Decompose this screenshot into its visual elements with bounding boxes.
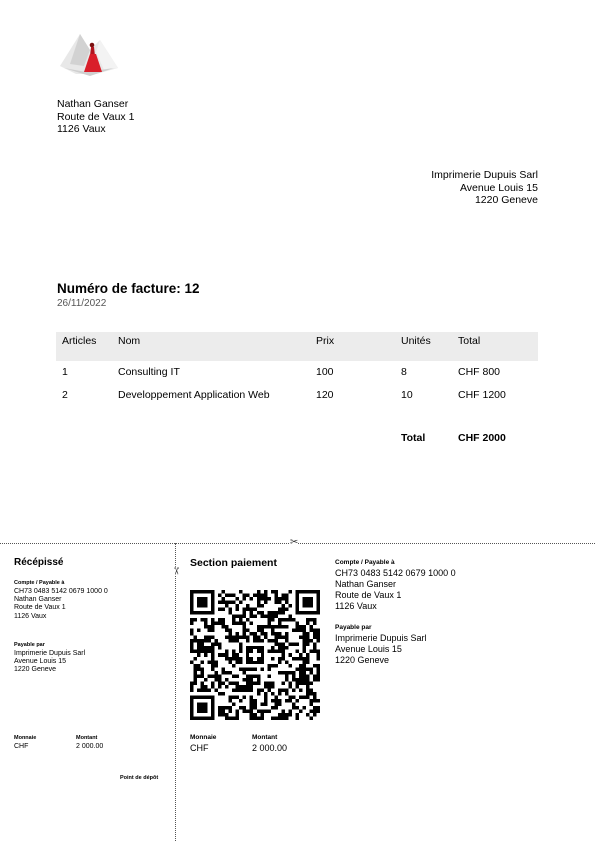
total-label: Total: [401, 432, 426, 444]
receipt-payer-name: Imprimerie Dupuis Sarl: [14, 650, 86, 657]
receipt-account-block: [14, 580, 108, 621]
header-total: Total: [458, 335, 481, 347]
header-articles: Articles: [62, 335, 97, 347]
receipt-account-city: 1126 Vaux: [14, 612, 47, 620]
header-nom: Nom: [118, 335, 141, 347]
receipt-currency-block: [14, 735, 36, 751]
row-article: 2: [62, 389, 68, 401]
recipient-address: [431, 169, 538, 207]
payment-amount-block: [252, 734, 287, 754]
scissors-icon: ✂: [290, 537, 299, 548]
receipt-payer-block: [14, 642, 85, 675]
payment-account-block: [335, 559, 456, 612]
receipt-depot-label: Point de dépôt: [120, 775, 159, 781]
receipt-amount-block: [76, 735, 103, 751]
payment-currency: CHF: [190, 743, 209, 753]
receipt-currency: CHF: [14, 743, 29, 750]
payment-iban: CH73 0483 5142 0679 1000 0: [335, 568, 456, 578]
row-total: CHF 800: [458, 366, 501, 378]
receipt-amount: 2 000.00: [76, 743, 104, 750]
receipt-amount-label: Montant: [76, 735, 98, 741]
row-article: 1: [62, 366, 68, 378]
sender-address: [57, 98, 134, 136]
sender-name: Nathan Ganser: [57, 98, 129, 110]
payment-payer-name: Imprimerie Dupuis Sarl: [335, 633, 427, 643]
sender-street: Route de Vaux 1: [57, 110, 135, 123]
recipient-name: Imprimerie Dupuis Sarl: [431, 169, 538, 181]
payment-account-city: 1126 Vaux: [335, 601, 377, 611]
payment-amount-label: Montant: [252, 734, 278, 741]
row-unites: 8: [401, 366, 407, 378]
table-row: [56, 389, 538, 409]
payment-payer-street: Avenue Louis 15: [335, 644, 402, 654]
receipt-account-street: Route de Vaux 1: [14, 604, 66, 612]
total-value: CHF 2000: [458, 432, 506, 444]
row-unites: 10: [401, 389, 413, 401]
row-nom: Developpement Application Web: [118, 389, 270, 401]
payment-payer-label: Payable par: [335, 624, 372, 631]
header-unites: Unités: [401, 335, 431, 347]
payment-account-label: Compte / Payable à: [335, 559, 395, 566]
sender-city: 1126 Vaux: [57, 123, 106, 135]
receipt-payer-city: 1220 Geneve: [14, 666, 57, 674]
row-prix: 120: [316, 389, 334, 401]
receipt-payer-label: Payable par: [14, 642, 45, 648]
payment-payer-block: [335, 624, 427, 666]
payment-currency-label: Monnaie: [190, 734, 217, 741]
scissors-icon: ✂: [170, 566, 182, 576]
receipt-iban: CH73 0483 5142 0679 1000 0: [14, 588, 108, 595]
recipient-street: Avenue Louis 15: [459, 181, 538, 194]
receipt-payer-street: Avenue Louis 15: [14, 658, 67, 666]
receipt-account-name: Nathan Ganser: [14, 596, 62, 604]
row-prix: 100: [316, 366, 334, 378]
payment-account-street: Route de Vaux 1: [335, 590, 402, 600]
vertical-cut-line: [175, 543, 176, 841]
payment-currency-block: [190, 734, 216, 754]
invoice-date: 26/11/2022: [57, 298, 107, 309]
header-prix: Prix: [316, 335, 335, 347]
payment-account-name: Nathan Ganser: [335, 579, 397, 589]
payment-payer-city: 1220 Geneve: [335, 655, 390, 665]
table-row: [56, 366, 538, 386]
recipient-city: 1220 Geneve: [474, 194, 538, 206]
company-logo: [56, 26, 122, 78]
payment-amount: 2 000.00: [252, 743, 288, 753]
row-nom: Consulting IT: [118, 366, 180, 378]
receipt-title: Récépissé: [14, 557, 64, 568]
table-header: [56, 332, 538, 361]
receipt-account-label: Compte / Payable à: [14, 580, 65, 586]
invoice-title: Numéro de facture: 12: [57, 281, 200, 296]
row-total: CHF 1200: [458, 389, 506, 401]
payment-title: Section paiement: [190, 557, 277, 569]
qr-code: [190, 590, 320, 720]
receipt-currency-label: Monnaie: [14, 735, 37, 741]
